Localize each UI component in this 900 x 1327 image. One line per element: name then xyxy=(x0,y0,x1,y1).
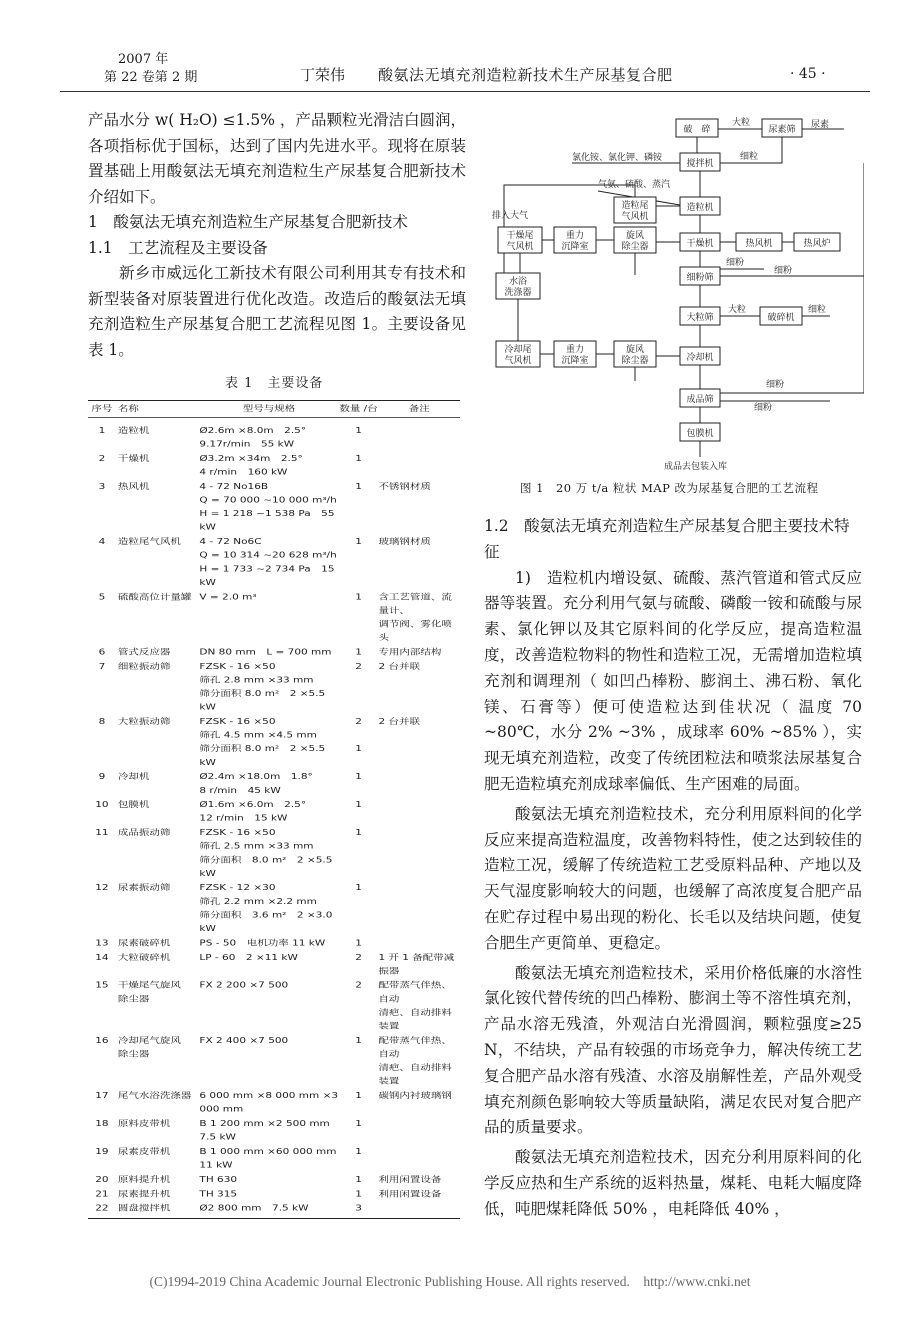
spec-line: H = 1 218 ~1 538 Pa 55 kW xyxy=(199,509,335,532)
cell-name: 尾气水浴洗涤器 xyxy=(117,1091,192,1101)
cell-spec xyxy=(199,715,338,769)
dryer-fan-label-1: 干燥尾 xyxy=(506,231,534,241)
header-remark: 备注 xyxy=(408,404,430,414)
cell-no: 9 xyxy=(98,772,106,782)
cell-remark: 不锈钢材质 xyxy=(378,482,431,492)
spec-line: 筛孔 4.5 mm ×4.5 mm xyxy=(199,730,317,740)
spec-line: 筛孔 2.8 mm ×33 mm xyxy=(199,675,314,685)
spec-line: 12 r/min 15 kW xyxy=(199,813,288,823)
cell-no: 3 xyxy=(98,482,106,492)
header-page-number: · 45 · xyxy=(790,66,826,82)
paragraph: 酸氨法无填充剂造粒技术，采用价格低廉的水溶性氯化铵代替传统的凹凸棒粉、膨润土等不溶性填充剂，产品水溶无残渣，外观洁白光滑圆润，颗粒强度≥25 N，不结块，产品有较强的市场竞争力，解决传统工艺复合肥产品水溶有残渣、水溶及崩解性差，产品外观受填充剂颜色影响较大等质量缺陷，满足农民对复合肥产品的质量要求。 xyxy=(484,963,862,1137)
cell-qty: 1 xyxy=(355,1119,362,1129)
cell-qty: 2 xyxy=(355,980,362,991)
cell-no: 16 xyxy=(95,1036,109,1046)
urea-screen-label: 尿素筛 xyxy=(768,125,796,135)
cell-no: 15 xyxy=(95,980,109,991)
header-year: 2007 年 xyxy=(118,52,169,67)
spec-line: PS - 50 电机功率 11 kW xyxy=(199,938,326,948)
spec-line: 筛分面积 8.0 m² 2 ×5.5 kW xyxy=(199,855,333,879)
table-row xyxy=(88,480,460,534)
fine-powder-label-2: 细粉 xyxy=(774,266,793,276)
table-row xyxy=(88,826,460,880)
cell-qty: 2 1 xyxy=(355,717,362,754)
cell-spec xyxy=(199,1117,341,1144)
crusher-label: 破 碎 xyxy=(683,125,711,135)
right-column xyxy=(484,514,862,1223)
paragraph: 产品水分 w( H₂O) ≤1.5% ，产品颗粒光滑洁白圆润，各项指标优于国标，达到了国内先进水平。现将在原装置基础上用酸氨法无填充剂造粒生产尿基复合肥新技术介绍如下。 xyxy=(88,111,466,206)
fine2-label: 细粒 xyxy=(808,305,827,315)
dryer-label: 干燥机 xyxy=(686,239,714,249)
big-screen-label: 大粒筛 xyxy=(686,313,714,323)
urea-label: 尿素 xyxy=(811,120,830,130)
cell-no: 8 xyxy=(98,717,106,727)
cell-no: 12 xyxy=(95,883,109,893)
cell-spec xyxy=(199,452,338,479)
cell-remark: 2 台并联 xyxy=(378,661,420,672)
cell-remark: 专用内部结构 xyxy=(378,647,442,657)
cell-qty: 1 xyxy=(355,537,362,547)
paragraph: 1) 造粒机内增设氨、硫酸、蒸汽管道和管式反应器等装置。充分利用气氨与硫酸、磷酸一铵和硫酸与尿素、氯化钾以及其它原料间的化学反应，提高造粒温度，改善造粒物料的物性和造粒工况，无需增加造粒填充剂和调理剂（ 如凹凸棒粉、膨润土、沸石粉、氧化镁、石膏等）便可使造粒达到佳状况（ 温度 70 ~80℃，水分 2% ~3% ，成球率 60% ~85% ），实现无填充剂造粒，改变了传统团粒法和喷浆法尿基复合肥无造粒填充剂成球率偏低、生产困难的局面。 xyxy=(484,568,862,793)
table-row xyxy=(88,1117,460,1144)
settling-2-label-2: 沉降室 xyxy=(561,356,589,366)
equipment-table xyxy=(88,402,460,1216)
cell-name: 造粒尾气风机 xyxy=(117,537,181,547)
cell-name: 大粒破碎机 xyxy=(117,952,171,963)
table-row xyxy=(88,951,460,978)
cell-name: 原料皮带机 xyxy=(117,1119,171,1129)
cell-qty: 1 xyxy=(355,1189,362,1199)
cell-no: 21 xyxy=(95,1189,109,1199)
cell-no: 13 xyxy=(95,938,109,948)
copyright-footer: (C)1994-2019 China Academic Journal Electronic Publishing House. All rights reserved. http://www.cnki.net xyxy=(149,1274,751,1289)
spec-line: FX 2 200 ×7 500 xyxy=(199,980,289,991)
spec-line: FZSK - 16 ×50 xyxy=(199,661,276,672)
cell-spec xyxy=(199,951,338,978)
spec-line: 6 000 mm ×8 000 mm ×3 000 mm xyxy=(199,1091,339,1114)
table-row xyxy=(88,1173,460,1187)
cell-remark: 配带蒸气伴热、自动 清疤、自动排料装置 xyxy=(378,1036,452,1087)
cell-no: 1 xyxy=(98,426,106,436)
coating-label: 包膜机 xyxy=(686,429,714,439)
process-flow-diagram xyxy=(484,105,864,475)
cell-no: 19 xyxy=(95,1147,109,1157)
table-bottom-rule xyxy=(88,1218,460,1219)
cell-qty: 1 xyxy=(355,800,362,810)
cell-remark xyxy=(378,881,460,935)
cell-no: 22 xyxy=(95,1203,109,1213)
cell-name: 干燥尾气旋风 除尘器 xyxy=(117,980,181,1004)
cell-qty: 1 xyxy=(355,828,362,838)
cell-spec xyxy=(199,1173,338,1187)
cell-qty: 3 xyxy=(355,1203,362,1213)
cell-remark xyxy=(378,1117,460,1144)
spec-line: Ø3.2m ×34m 2.5° xyxy=(199,454,303,464)
table-row xyxy=(88,979,460,1033)
cell-no: 6 xyxy=(98,647,106,657)
spec-line: FZSK - 16 ×50 xyxy=(199,828,276,838)
table-row xyxy=(88,645,460,659)
cell-no: 5 xyxy=(98,592,106,602)
table-row xyxy=(88,424,460,451)
cell-qty: 1 xyxy=(355,938,362,948)
header-spec: 型号与规格 xyxy=(242,404,296,414)
cell-spec xyxy=(199,798,338,825)
spec-line: B 1 200 mm ×2 500 mm 7.5 kW xyxy=(199,1119,341,1142)
header-name: 名称 xyxy=(117,404,139,414)
cell-spec xyxy=(199,535,338,589)
spec-line: FX 2 400 ×7 500 xyxy=(199,1036,289,1046)
cell-spec xyxy=(199,770,338,797)
cell-no: 18 xyxy=(95,1119,109,1129)
cell-name: 包膜机 xyxy=(117,800,150,810)
figure-caption: 图 1 20 万 t/a 粒状 MAP 改为尿基复合肥的工艺流程 xyxy=(520,481,819,495)
cell-spec xyxy=(199,1187,338,1201)
table-row xyxy=(88,798,460,825)
spec-line: 4 r/min 160 kW xyxy=(199,467,288,477)
cell-remark: 利用闲置设备 xyxy=(378,1189,442,1199)
settling-1-label-1: 重力 xyxy=(565,231,585,241)
cell-no: 17 xyxy=(95,1091,109,1101)
cell-spec xyxy=(199,645,338,659)
fine1-label: 细粒 xyxy=(740,152,759,162)
spec-line: FZSK - 12 ×30 xyxy=(199,883,276,893)
mixer-label: 搅拌机 xyxy=(686,159,714,169)
cell-remark xyxy=(378,826,460,880)
cell-no: 4 xyxy=(98,537,106,547)
table-body xyxy=(88,424,460,1215)
header-qty: 数量 /台 xyxy=(339,404,378,414)
cell-spec xyxy=(199,1089,338,1116)
cell-no: 14 xyxy=(95,952,109,963)
cooler-fan-label-1: 冷却尾 xyxy=(504,345,532,355)
cell-name: 尿素提升机 xyxy=(117,1189,171,1199)
table-row xyxy=(88,535,460,589)
cell-qty: 2 xyxy=(355,952,362,963)
section-heading-1: 1 酸氨法无填充剂造粒生产尿基复合肥新技术 xyxy=(88,213,408,231)
cell-name: 原料提升机 xyxy=(117,1175,171,1185)
fine-screen-label: 细粉筛 xyxy=(686,273,714,283)
cell-no: 2 xyxy=(98,454,106,464)
cell-name: 冷却机 xyxy=(117,772,150,782)
spec-line: 8 r/min 45 kW xyxy=(199,785,281,796)
header-rule xyxy=(60,91,870,92)
cell-remark: 玻璃钢材质 xyxy=(378,537,431,547)
cell-remark xyxy=(378,770,460,797)
cell-qty: 1 xyxy=(355,454,362,464)
table-row xyxy=(88,1034,460,1088)
cell-name: 细粒振动筛 xyxy=(117,661,171,672)
water-bath-label-2: 洗涤器 xyxy=(504,288,532,298)
cell-remark: 1 开 1 备配带减振器 xyxy=(378,952,455,976)
cell-spec xyxy=(199,1145,347,1172)
spec-line: 4 - 72 No16B xyxy=(199,482,269,492)
cell-qty: 1 xyxy=(355,1147,362,1157)
product-screen-label: 成品筛 xyxy=(686,395,714,405)
spec-line: Ø2 800 mm 7.5 kW xyxy=(199,1203,309,1213)
cell-spec xyxy=(199,826,338,880)
cell-remark: 碳钢内衬玻璃钢 xyxy=(378,1091,452,1101)
table-row xyxy=(88,590,460,644)
cooler-label: 冷却机 xyxy=(686,353,714,363)
settling-2-label-1: 重力 xyxy=(565,345,585,355)
table-header-row xyxy=(88,402,460,416)
spec-line: 筛分面积 8.0 m² 2 ×5.5 kW xyxy=(199,744,326,768)
crusher2-label: 破碎机 xyxy=(767,313,795,323)
table-row xyxy=(88,1089,460,1116)
feed1-label: 氯化铵、氯化钾、磷铵 xyxy=(572,153,663,163)
spec-line: Ø2.6m ×8.0m 2.5° xyxy=(199,426,307,436)
granulator-fan-label-1: 造粒尾 xyxy=(621,201,649,211)
table-row xyxy=(88,1187,460,1201)
cell-name: 尿素皮带机 xyxy=(117,1147,171,1157)
spec-line: DN 80 mm L = 700 mm xyxy=(199,647,332,657)
cell-name: 干燥机 xyxy=(117,454,150,464)
granulator-fan-label-2: 气风机 xyxy=(621,212,649,222)
table-header-rule xyxy=(88,417,460,418)
spec-line: Q = 70 000 ~10 000 m³/h xyxy=(199,495,337,505)
cell-spec xyxy=(199,590,338,644)
cell-qty: 1 xyxy=(355,1175,362,1185)
cyclone-2-label-1: 旋风 xyxy=(625,345,645,355)
hot-furnace-label: 热风炉 xyxy=(803,239,831,249)
bigpart-label: 大粒 xyxy=(732,118,751,128)
cell-name: 成品振动筛 xyxy=(117,828,171,838)
big-particle-label: 大粒 xyxy=(728,305,747,315)
header-no: 序号 xyxy=(91,404,113,414)
water-bath-label-1: 水浴 xyxy=(508,277,528,287)
cell-remark: 配带蒸气伴热、自动 清疤、自动排料装置 xyxy=(378,980,452,1031)
cell-remark: 利用闲置设备 xyxy=(378,1175,442,1185)
spec-line: Q = 10 314 ~20 628 m³/h xyxy=(199,550,337,560)
header-title: 酸氨法无填充剂造粒新技术生产尿基复合肥 xyxy=(378,66,673,84)
fine-powder-label-4: 细粉 xyxy=(754,403,773,413)
cell-no: 10 xyxy=(95,800,109,810)
cell-no: 20 xyxy=(95,1175,109,1185)
cell-remark xyxy=(378,452,460,479)
header-author: 丁荣伟 xyxy=(300,66,346,84)
spec-line: 筛分面积 3.6 m² 2 ×3.0 kW xyxy=(199,910,333,934)
spec-line: B 1 000 mm ×60 000 mm 11 kW xyxy=(199,1147,347,1170)
spec-line: TH 315 xyxy=(199,1189,238,1199)
cell-remark xyxy=(378,798,460,825)
spec-line: TH 630 xyxy=(199,1175,238,1185)
cell-qty: 1 xyxy=(355,1036,362,1046)
cell-qty: 1 xyxy=(355,1091,362,1101)
table-row xyxy=(88,936,460,950)
spec-line: 4 - 72 No6C xyxy=(199,537,262,547)
cell-name: 冷却尾气旋风 除尘器 xyxy=(117,1036,181,1059)
paragraph: 酸氨法无填充剂造粒技术，因充分利用原料间的化学反应热和生产系统的返料热量，煤耗、电耗大幅度降低，吨肥煤耗降低 50% ，电耗降低 40% ， xyxy=(484,1148,862,1218)
cell-remark: 含工艺管道、流量计、 调节阀、雾化喷头 xyxy=(378,592,452,643)
cell-no: 7 xyxy=(98,661,106,672)
fine-powder-label-1: 细粉 xyxy=(726,258,745,268)
cell-name: 尿素破碎机 xyxy=(117,938,171,948)
cell-spec xyxy=(199,1034,338,1088)
cell-remark xyxy=(378,1145,460,1172)
table-top-rule xyxy=(88,400,460,401)
cell-qty: 1 xyxy=(355,647,362,657)
hot-fan-label: 热风机 xyxy=(745,239,773,249)
cell-spec xyxy=(199,1202,338,1216)
header-volume: 第 22 卷第 2 期 xyxy=(104,70,198,85)
spec-line: Ø2.4m ×18.0m 1.8° xyxy=(199,772,313,782)
spec-line: FZSK - 16 ×50 xyxy=(199,717,276,727)
cell-name: 管式反应器 xyxy=(117,647,171,657)
paragraph: 新乡市威远化工新技术有限公司利用其专有技术和新型装备对原装置进行优化改造。改造后的酸氨法无填充剂造粒生产尿基复合肥工艺流程见图 1。主要设备见表 1。 xyxy=(88,264,466,359)
spec-line: V = 2.0 m³ xyxy=(199,592,257,602)
cell-name: 硫酸高位计量罐 xyxy=(117,592,192,602)
cell-remark: 2 台并联 xyxy=(378,717,420,727)
cell-remark xyxy=(378,1202,460,1216)
cell-remark xyxy=(378,936,460,950)
product-out-label: 成品去包装入库 xyxy=(664,462,728,472)
cell-name: 尿素振动筛 xyxy=(117,883,171,893)
cell-spec xyxy=(199,480,338,534)
cell-name: 热风机 xyxy=(117,482,150,492)
spec-line: H = 1 733 ~2 734 Pa 15 kW xyxy=(199,564,335,588)
table-caption: 表 1 主要设备 xyxy=(225,376,324,391)
cell-qty: 1 xyxy=(355,592,362,602)
cell-spec xyxy=(199,979,338,1033)
table-row xyxy=(88,452,460,479)
fine-powder-line-3 xyxy=(720,276,864,393)
table-row xyxy=(88,1202,460,1216)
cell-name: 大粒振动筛 xyxy=(117,717,171,727)
section-heading-1-2: 1.2 酸氨法无填充剂造粒生产尿基复合肥主要技术特征 xyxy=(484,517,850,561)
feed2-label: 气氨、硫酸、蒸汽 xyxy=(598,180,671,190)
table-row xyxy=(88,1145,460,1172)
spec-line: Ø1.6m ×6.0m 2.5° xyxy=(199,800,307,810)
cooler-fan-label-2: 气风机 xyxy=(504,356,532,366)
section-heading-1-1: 1.1 工艺流程及主要设备 xyxy=(88,238,268,257)
spec-line: LP - 60 2 ×11 kW xyxy=(199,952,298,963)
left-column xyxy=(88,108,466,363)
cell-name: 造粒机 xyxy=(117,426,150,436)
spec-line: 筛孔 2.2 mm ×2.2 mm xyxy=(199,897,317,907)
cell-qty: 1 xyxy=(355,482,362,492)
dryer-fan-label-2: 气风机 xyxy=(506,242,534,252)
table-row xyxy=(88,881,460,935)
table-row xyxy=(88,660,460,714)
cell-no: 11 xyxy=(95,828,109,838)
cyclone-1-label-1: 旋风 xyxy=(625,231,645,241)
cell-spec xyxy=(199,936,338,950)
fine-powder-label-3: 细粉 xyxy=(766,380,785,390)
cell-spec xyxy=(199,881,338,935)
cyclone-2-label-2: 除尘器 xyxy=(621,356,649,366)
paragraph: 酸氨法无填充剂造粒技术，充分利用原料间的化学反应来提高造粒温度，改善物料特性，使之达到较佳的造粒工况，缓解了传统造粒工艺受原料品种、产地以及天气湿度影响较大的问题，也缓解了高浓度复合肥产品在贮存过程中易出现的粉化、长毛以及结块问题，使复合肥生产更简单、更稳定。 xyxy=(484,804,862,952)
cell-name: 圆盘搅拌机 xyxy=(117,1203,171,1213)
settling-1-label-2: 沉降室 xyxy=(561,242,589,252)
spec-line: 筛分面积 8.0 m² 2 ×5.5 kW xyxy=(199,689,326,712)
cell-qty: 2 xyxy=(355,661,362,672)
spec-line: 9.17r/min 55 kW xyxy=(199,439,295,449)
cell-qty: 1 xyxy=(355,772,362,782)
table-row xyxy=(88,715,460,769)
granulator-label: 造粒机 xyxy=(686,203,714,213)
exhaust-label: 排入大气 xyxy=(492,211,529,221)
spec-line: 筛孔 2.5 mm ×33 mm xyxy=(199,841,314,851)
table-row xyxy=(88,770,460,797)
cell-qty: 1 xyxy=(355,883,362,893)
cell-spec xyxy=(199,660,338,714)
cell-qty: 1 xyxy=(355,426,362,436)
cell-spec xyxy=(199,424,338,451)
cyclone-1-label-2: 除尘器 xyxy=(621,242,649,252)
cell-remark xyxy=(378,424,460,451)
